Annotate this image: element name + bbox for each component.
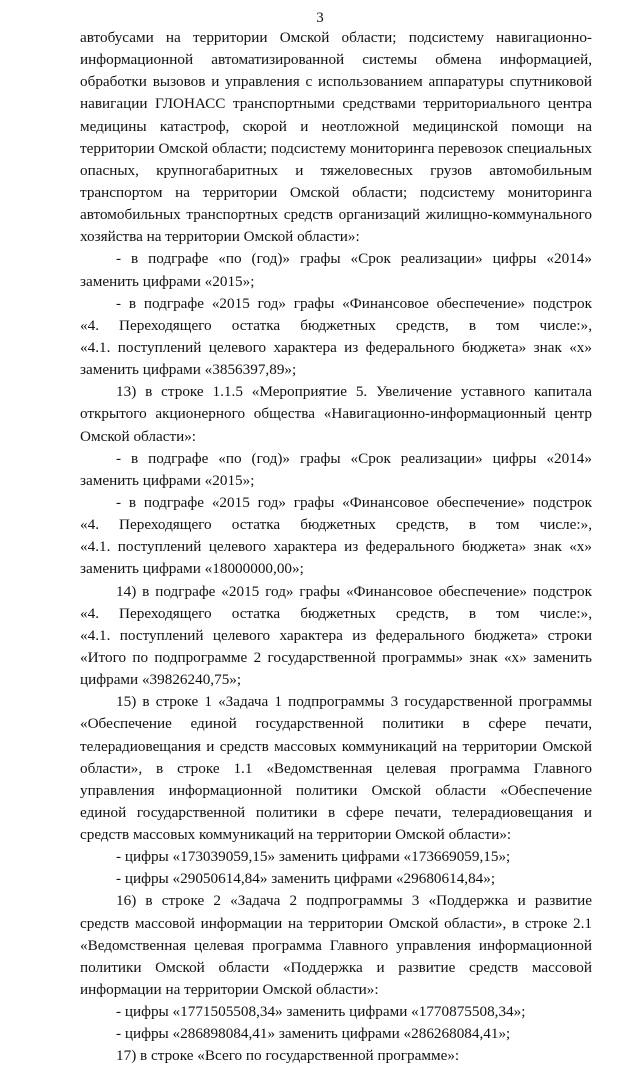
- text-line: цифрами «39826240,75»;: [80, 671, 242, 689]
- text-line: 16) в строке 2 «Задача 2 подпрограммы 3 «Поддержка и развитие: [116, 892, 592, 910]
- page-number: 3: [316, 10, 324, 26]
- text-line: транспортом на территории Омской области; подсистему мониторинга: [80, 183, 592, 201]
- text-line: - в подграфе «по (год)» графы «Срок реализации» цифры «2014»: [116, 449, 592, 467]
- document-body: [80, 27, 592, 1068]
- text-line: информационной автоматизированной системы обмена информацией,: [80, 51, 592, 69]
- text-line: заменить цифрами «18000000,00»;: [80, 560, 304, 578]
- text-line: автобусами на территории Омской области; подсистему навигационно-: [80, 29, 592, 46]
- text-line: хозяйства на территории Омской области»:: [80, 228, 360, 246]
- text-line: - в подграфе «по (год)» графы «Срок реализации» цифры «2014»: [116, 250, 592, 268]
- text-line: управления информационной политики Омской области «Обеспечение: [80, 781, 592, 799]
- text-line: заменить цифрами «2015»;: [80, 272, 255, 290]
- text-line: навигации ГЛОНАСС транспортными средствами территориального центра: [80, 95, 592, 113]
- text-line: «4. Переходящего остатка бюджетных средств, в том числе:»,: [80, 516, 592, 534]
- text-line: политики Омской области «Поддержка и развитие средств массовой: [80, 958, 592, 976]
- text-line: обработки вызовов и управления с использованием аппаратуры спутниковой: [80, 73, 592, 91]
- text-line: - в подграфе «2015 год» графы «Финансовое обеспечение» подстрок: [116, 493, 592, 511]
- text-line: средств массовых коммуникаций на территории Омской области»:: [80, 826, 512, 844]
- text-line: - цифры «286898084,41» заменить цифрами «286268084,41»;: [116, 1025, 511, 1043]
- text-line: «4.1. поступлений целевого характера из федерального бюджета» знак «х»: [80, 338, 592, 356]
- text-line: информации на территории Омской области»:: [80, 981, 379, 999]
- text-line: 13) в строке 1.1.5 «Мероприятие 5. Увеличение уставного капитала: [116, 383, 592, 401]
- text-line: единой государственной политики в сфере печати, телерадиовещания и: [80, 803, 592, 821]
- text-line: - цифры «29050614,84» заменить цифрами «29680614,84»;: [116, 870, 496, 888]
- text-line: «4. Переходящего остатка бюджетных средств, в том числе:»,: [80, 316, 592, 334]
- text-line: «4. Переходящего остатка бюджетных средств, в том числе:»,: [80, 604, 592, 622]
- text-line: открытого акционерного общества «Навигационно-информационный центр: [80, 405, 592, 423]
- text-line: области», в строке 1.1 «Ведомственная целевая программа Главного: [80, 759, 592, 777]
- text-line: 14) в подграфе «2015 год» графы «Финансовое обеспечение» подстрок: [116, 582, 592, 600]
- text-line: «Ведомственная целевая программа Главного управления информационной: [80, 936, 592, 954]
- text-line: Омской области»:: [80, 427, 197, 445]
- text-line: территории Омской области; подсистему мониторинга перевозок специальных: [80, 139, 592, 157]
- text-line: «4.1. поступлений целевого характера из федерального бюджета» строки: [80, 626, 592, 644]
- text-line: заменить цифрами «2015»;: [80, 471, 255, 489]
- text-line: 15) в строке 1 «Задача 1 подпрограммы 3 государственной программы: [116, 693, 592, 711]
- text-line: автомобильных транспортных средств организаций жилищно-коммунального: [80, 206, 592, 224]
- text-line: - в подграфе «2015 год» графы «Финансовое обеспечение» подстрок: [116, 294, 592, 312]
- text-line: «Обеспечение единой государственной политики в сфере печати,: [80, 715, 592, 733]
- text-line: средств массовой информации на территории Омской области», в строке 2.1: [80, 914, 592, 932]
- text-line: телерадиовещания и средств массовых коммуникаций на территории Омской: [80, 737, 592, 755]
- text-line: медицины катастроф, скорой и неотложной медицинской помощи на: [80, 117, 592, 135]
- text-line: заменить цифрами «3856397,89»;: [80, 361, 297, 379]
- text-line: «4.1. поступлений целевого характера из федерального бюджета» знак «х»: [80, 538, 592, 556]
- text-line: «Итого по подпрограмме 2 государственной программы» знак «х» заменить: [80, 648, 592, 666]
- text-line: - цифры «173039059,15» заменить цифрами «173669059,15»;: [116, 848, 511, 866]
- text-line: - цифры «1771505508,34» заменить цифрами «1770875508,34»;: [116, 1003, 526, 1021]
- text-line: опасных, крупногабаритных и тяжеловесных грузов автомобильным: [80, 161, 592, 179]
- text-line: 17) в строке «Всего по государственной программе»:: [116, 1047, 460, 1065]
